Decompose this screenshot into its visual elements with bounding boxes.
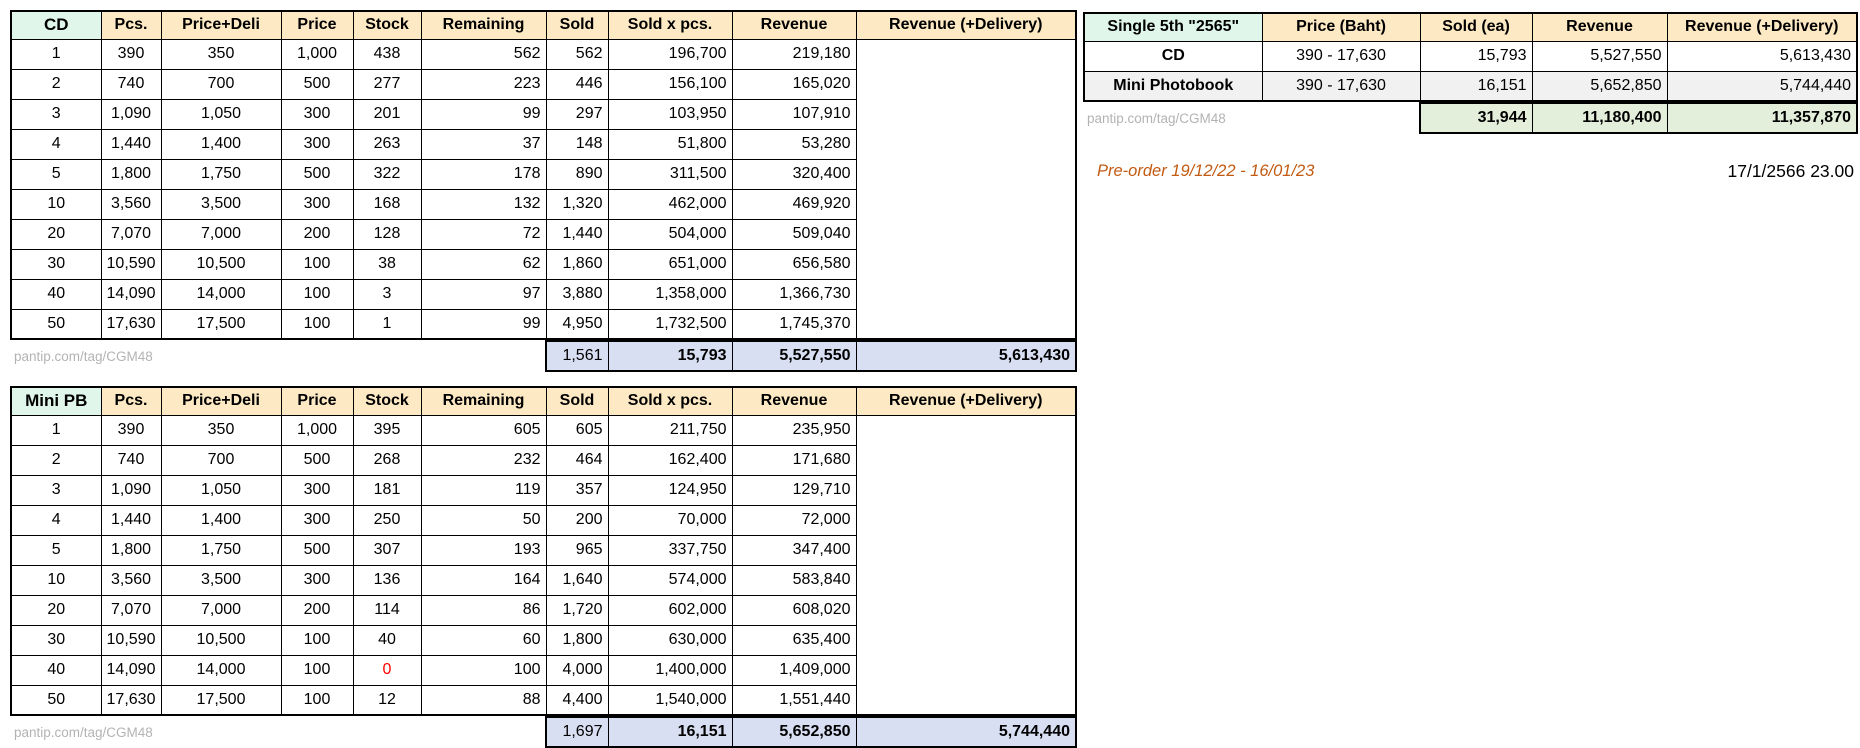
cell: 50: [421, 505, 546, 535]
cell: 656,580: [732, 249, 856, 279]
cell: 219,180: [732, 39, 856, 69]
cell: 100: [281, 625, 353, 655]
cell: 390: [101, 415, 161, 445]
product-label: CD: [1084, 41, 1262, 71]
cell: 740: [101, 445, 161, 475]
cell: 165,020: [732, 69, 856, 99]
cell: 250: [353, 505, 421, 535]
cell: 268: [353, 445, 421, 475]
cell: 509,040: [732, 219, 856, 249]
cell: 307: [353, 535, 421, 565]
summary-totals-row: [1419, 102, 1858, 134]
cell: 50: [11, 309, 101, 339]
cell: 3: [353, 279, 421, 309]
cell: 50: [11, 685, 101, 715]
total-cell: 15,793: [608, 341, 732, 371]
column-header: Remaining: [421, 387, 546, 415]
cell: 20: [11, 219, 101, 249]
cell: 263: [353, 129, 421, 159]
cell: 1,320: [546, 189, 608, 219]
cell: 562: [546, 39, 608, 69]
cell: 500: [281, 159, 353, 189]
cell: 1,745,370: [732, 309, 856, 339]
cell: 2: [11, 445, 101, 475]
cell: 162,400: [608, 445, 732, 475]
cell: 390: [101, 39, 161, 69]
cell: 300: [281, 565, 353, 595]
cell: 4,400: [546, 685, 608, 715]
column-header: Stock: [353, 387, 421, 415]
cell: 211,750: [608, 415, 732, 445]
cell: 14,090: [101, 655, 161, 685]
cell: 3,560: [101, 189, 161, 219]
cell: 300: [281, 129, 353, 159]
cell: 1,440: [101, 129, 161, 159]
cell: 10: [11, 189, 101, 219]
total-cell: 11,180,400: [1532, 103, 1667, 133]
cell: 72: [421, 219, 546, 249]
cell: 10,500: [161, 625, 281, 655]
cell: 300: [281, 505, 353, 535]
cell: 223: [421, 69, 546, 99]
cell: 100: [281, 685, 353, 715]
cell: 10,500: [161, 249, 281, 279]
data-timestamp: 17/1/2566 23.00: [1727, 161, 1854, 181]
cell: 38: [353, 249, 421, 279]
column-header: Revenue: [732, 11, 856, 39]
cell: 14,000: [161, 279, 281, 309]
cell: 740: [101, 69, 161, 99]
total-cell: 5,652,850: [732, 717, 856, 747]
cell: 1,440: [546, 219, 608, 249]
cell: 3,500: [161, 189, 281, 219]
total-cell: 1,697: [546, 717, 608, 747]
cell: 390 - 17,630: [1262, 71, 1420, 101]
column-header: Revenue (+Delivery): [1667, 13, 1857, 41]
cell: 97: [421, 279, 546, 309]
column-header: Revenue: [732, 387, 856, 415]
cd-totals-row: [545, 340, 1077, 372]
cell: 15,793: [1420, 41, 1532, 71]
cell: 395: [353, 415, 421, 445]
watermark-text: pantip.com/tag/CGM48: [14, 724, 153, 740]
watermark-slot: [10, 716, 545, 748]
cell: 504,000: [608, 219, 732, 249]
cell: 164: [421, 565, 546, 595]
cell: 100: [421, 655, 546, 685]
cell: 1,800: [101, 159, 161, 189]
cell: 30: [11, 249, 101, 279]
cd-sales-table: [10, 10, 1077, 340]
cell: 651,000: [608, 249, 732, 279]
total-cell: 5,744,440: [856, 717, 1076, 747]
cell: 60: [421, 625, 546, 655]
cell: 12: [353, 685, 421, 715]
cell: 1,400: [161, 505, 281, 535]
cell: 635,400: [732, 625, 856, 655]
cell: 500: [281, 535, 353, 565]
cell: 17,630: [101, 685, 161, 715]
product-label: Mini Photobook: [1084, 71, 1262, 101]
cell: 574,000: [608, 565, 732, 595]
cell: 1,750: [161, 535, 281, 565]
cell: 350: [161, 415, 281, 445]
summary-table: [1083, 12, 1858, 102]
cell: 322: [353, 159, 421, 189]
cell: 128: [353, 219, 421, 249]
cell: 965: [546, 535, 608, 565]
cell: 178: [421, 159, 546, 189]
cell: 890: [546, 159, 608, 189]
cell: 0: [353, 655, 421, 685]
preorder-period-note: Pre-order 19/12/22 - 16/01/23: [1097, 162, 1315, 180]
cell: 1,400,000: [608, 655, 732, 685]
cell: 700: [161, 445, 281, 475]
total-cell: 5,613,430: [856, 341, 1076, 371]
cell: 1,000: [281, 39, 353, 69]
cell: 7,000: [161, 219, 281, 249]
cell: 99: [421, 309, 546, 339]
cell: 200: [546, 505, 608, 535]
cell: 119: [421, 475, 546, 505]
cell: 630,000: [608, 625, 732, 655]
cell: 20: [11, 595, 101, 625]
cell: 2: [11, 69, 101, 99]
cell: 5,613,430: [1667, 41, 1857, 71]
cell: 1,750: [161, 159, 281, 189]
cell: 136: [353, 565, 421, 595]
cell: 10,590: [101, 249, 161, 279]
cell: 200: [281, 219, 353, 249]
cell: 1,640: [546, 565, 608, 595]
cell: 40: [11, 655, 101, 685]
column-header: Sold x pcs.: [608, 387, 732, 415]
cell: 193: [421, 535, 546, 565]
cell: 300: [281, 475, 353, 505]
cell: 17,630: [101, 309, 161, 339]
cell: 700: [161, 69, 281, 99]
cell: 347,400: [732, 535, 856, 565]
column-header: Sold x pcs.: [608, 11, 732, 39]
cell: 605: [421, 415, 546, 445]
cell: 1,800: [546, 625, 608, 655]
product-label: Mini PB: [11, 387, 101, 415]
cell: 37: [421, 129, 546, 159]
cell: 4,000: [546, 655, 608, 685]
cell: 132: [421, 189, 546, 219]
cell: 583,840: [732, 565, 856, 595]
cell: 446: [546, 69, 608, 99]
cell: 124,950: [608, 475, 732, 505]
watermark-slot: [1083, 102, 1419, 134]
cell: 3,880: [546, 279, 608, 309]
cell: 16,151: [1420, 71, 1532, 101]
cell: 100: [281, 249, 353, 279]
cell: 1: [11, 415, 101, 445]
cell: 99: [421, 99, 546, 129]
cell: 1,366,730: [732, 279, 856, 309]
cell: 3,560: [101, 565, 161, 595]
watermark-text: pantip.com/tag/CGM48: [14, 348, 153, 364]
cell: 103,950: [608, 99, 732, 129]
cell: 3: [11, 475, 101, 505]
cell: 300: [281, 99, 353, 129]
cell: 148: [546, 129, 608, 159]
cell: 72,000: [732, 505, 856, 535]
watermark-text: pantip.com/tag/CGM48: [1087, 110, 1226, 126]
cell: 10: [11, 565, 101, 595]
cell: 337,750: [608, 535, 732, 565]
watermark-slot: [10, 340, 545, 372]
cell: 277: [353, 69, 421, 99]
cell: 1,090: [101, 99, 161, 129]
cell: 181: [353, 475, 421, 505]
cell: 107,910: [732, 99, 856, 129]
cell: 62: [421, 249, 546, 279]
cell: 4: [11, 505, 101, 535]
cell: 100: [281, 309, 353, 339]
total-cell: 31,944: [1420, 103, 1532, 133]
cell: 464: [546, 445, 608, 475]
cell: 156,100: [608, 69, 732, 99]
cell: 196,700: [608, 39, 732, 69]
cell: 357: [546, 475, 608, 505]
cell: 14,090: [101, 279, 161, 309]
column-header: Remaining: [421, 11, 546, 39]
cell: 1,090: [101, 475, 161, 505]
cell: 5: [11, 535, 101, 565]
cell: 100: [281, 655, 353, 685]
cell: 5,527,550: [1532, 41, 1667, 71]
cell: 5: [11, 159, 101, 189]
cell: 88: [421, 685, 546, 715]
cell: 1: [11, 39, 101, 69]
cell: 5,652,850: [1532, 71, 1667, 101]
cell: 1,050: [161, 475, 281, 505]
cell: 500: [281, 445, 353, 475]
cell: 1,800: [101, 535, 161, 565]
cell: 1: [353, 309, 421, 339]
cd-sales-section: [10, 10, 1077, 372]
cell: 1,050: [161, 99, 281, 129]
column-header: Price+Deli: [161, 11, 281, 39]
cell: 350: [161, 39, 281, 69]
column-header: Sold (ea): [1420, 13, 1532, 41]
cell: 438: [353, 39, 421, 69]
cell: 608,020: [732, 595, 856, 625]
column-header: Single 5th "2565": [1084, 13, 1262, 41]
column-header: Revenue (+Delivery): [856, 387, 1076, 415]
column-header: Price+Deli: [161, 387, 281, 415]
column-header: Price (Baht): [1262, 13, 1420, 41]
column-header: Revenue (+Delivery): [856, 11, 1076, 39]
cell: 605: [546, 415, 608, 445]
column-header: Pcs.: [101, 11, 161, 39]
cell: 7,070: [101, 595, 161, 625]
column-header: Sold: [546, 11, 608, 39]
cell: 40: [11, 279, 101, 309]
cell: 1,540,000: [608, 685, 732, 715]
cell: 4,950: [546, 309, 608, 339]
mini-pb-sales-section: [10, 386, 1077, 748]
cell: 300: [281, 189, 353, 219]
total-cell: 16,151: [608, 717, 732, 747]
summary-section: [1083, 12, 1858, 134]
cell: 7,000: [161, 595, 281, 625]
cell: 100: [281, 279, 353, 309]
cell: 129,710: [732, 475, 856, 505]
cell: 1,409,000: [732, 655, 856, 685]
cell: 1,732,500: [608, 309, 732, 339]
column-header: Price: [281, 11, 353, 39]
cell: 7,070: [101, 219, 161, 249]
cell: 10,590: [101, 625, 161, 655]
column-header: Sold: [546, 387, 608, 415]
cell: 500: [281, 69, 353, 99]
mini-pb-totals-row: [545, 716, 1077, 748]
cell: 30: [11, 625, 101, 655]
cell: 562: [421, 39, 546, 69]
cell: 297: [546, 99, 608, 129]
product-label: CD: [11, 11, 101, 39]
cell: 1,000: [281, 415, 353, 445]
cell: 1,358,000: [608, 279, 732, 309]
cell: 3,500: [161, 565, 281, 595]
cell: 462,000: [608, 189, 732, 219]
cell: 53,280: [732, 129, 856, 159]
cell: 70,000: [608, 505, 732, 535]
cell: 5,744,440: [1667, 71, 1857, 101]
mini-pb-sales-table: [10, 386, 1077, 716]
cell: 311,500: [608, 159, 732, 189]
cell: 320,400: [732, 159, 856, 189]
cell: 232: [421, 445, 546, 475]
column-header: Price: [281, 387, 353, 415]
cell: 3: [11, 99, 101, 129]
cell: 4: [11, 129, 101, 159]
cell: 86: [421, 595, 546, 625]
cell: 171,680: [732, 445, 856, 475]
cell: 235,950: [732, 415, 856, 445]
cell: 1,400: [161, 129, 281, 159]
cell: 469,920: [732, 189, 856, 219]
cell: 201: [353, 99, 421, 129]
column-header: Revenue: [1532, 13, 1667, 41]
cell: 1,551,440: [732, 685, 856, 715]
cell: 40: [353, 625, 421, 655]
cell: 114: [353, 595, 421, 625]
cell: 200: [281, 595, 353, 625]
column-header: Pcs.: [101, 387, 161, 415]
total-cell: 1,561: [546, 341, 608, 371]
cell: 14,000: [161, 655, 281, 685]
cell: 602,000: [608, 595, 732, 625]
cell: 1,440: [101, 505, 161, 535]
column-header: Stock: [353, 11, 421, 39]
cell: 1,860: [546, 249, 608, 279]
cell: 1,720: [546, 595, 608, 625]
cell: 168: [353, 189, 421, 219]
total-cell: 11,357,870: [1667, 103, 1857, 133]
cell: 17,500: [161, 685, 281, 715]
cell: 17,500: [161, 309, 281, 339]
cell: 390 - 17,630: [1262, 41, 1420, 71]
total-cell: 5,527,550: [732, 341, 856, 371]
cell: 51,800: [608, 129, 732, 159]
